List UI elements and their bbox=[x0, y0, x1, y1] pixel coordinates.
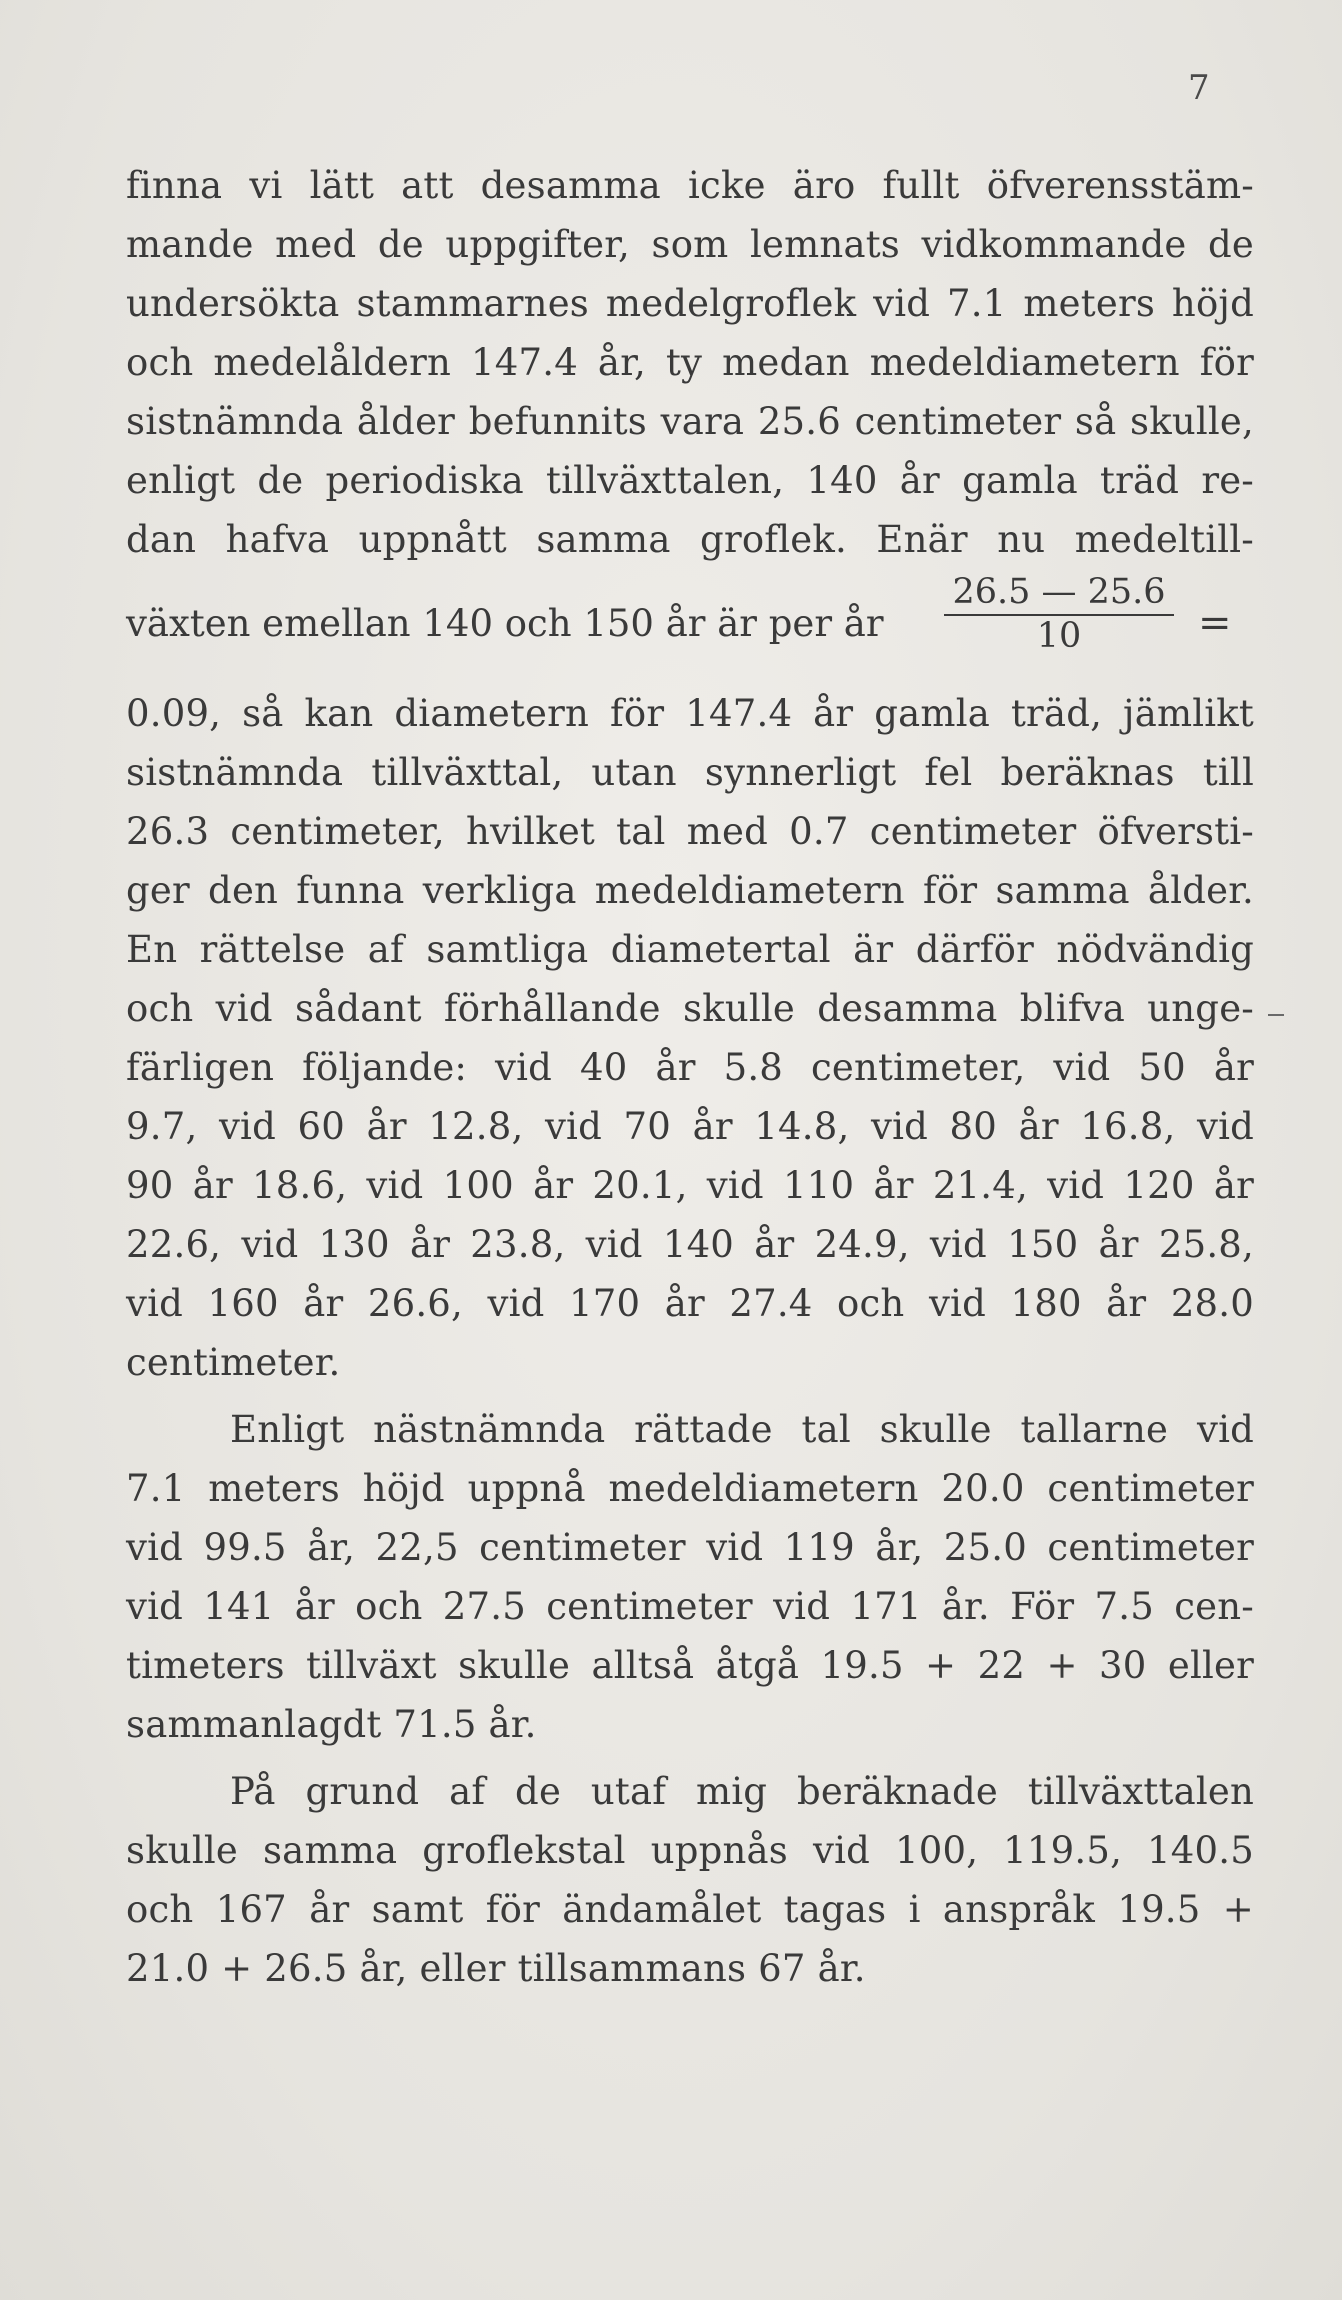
text-line: undersökta stammarnes medelgroflek vid 7.1 meters höjd bbox=[126, 282, 1254, 325]
text-line: enligt de periodiska tillväxttalen, 140 år gamla träd re- bbox=[126, 459, 1254, 502]
text-line: På grund af de utaf mig beräknade tillväxttalen bbox=[230, 1770, 1254, 1813]
page-number: 7 bbox=[1188, 68, 1210, 108]
text-line: och medelåldern 147.4 år, ty medan medeldiametern för bbox=[126, 341, 1254, 384]
fraction-line bbox=[126, 572, 1254, 662]
text-line: centimeter. bbox=[126, 1341, 341, 1384]
text-line: vid 160 år 26.6, vid 170 år 27.4 och vid 180 år 28.0 bbox=[126, 1282, 1254, 1325]
equals-sign: = bbox=[1198, 600, 1232, 646]
text-line: 9.7, vid 60 år 12.8, vid 70 år 14.8, vid 80 år 16.8, vid bbox=[126, 1105, 1254, 1148]
text-line: och vid sådant förhållande skulle desamma blifva unge- bbox=[126, 987, 1254, 1030]
text-line: färligen följande: vid 40 år 5.8 centimeter, vid 50 år bbox=[126, 1046, 1254, 1089]
text-line: finna vi lätt att desamma icke äro fullt öfverensstäm- bbox=[126, 164, 1254, 207]
text-line: mande med de uppgifter, som lemnats vidkommande de bbox=[126, 223, 1254, 266]
text-line: 0.09, så kan diametern för 147.4 år gamla träd, jämlikt bbox=[126, 692, 1254, 735]
text-line: 26.3 centimeter, hvilket tal med 0.7 centimeter öfversti- bbox=[126, 810, 1254, 853]
text-line: vid 99.5 år, 22,5 centimeter vid 119 år, 25.0 centimeter bbox=[126, 1526, 1254, 1569]
text-line: 7.1 meters höjd uppnå medeldiametern 20.0 centimeter bbox=[126, 1467, 1254, 1510]
text-line: Enligt nästnämnda rättade tal skulle tallarne vid bbox=[230, 1408, 1254, 1451]
text-line: En rättelse af samtliga diametertal är därför nödvändig bbox=[126, 928, 1254, 971]
fraction-line-text: växten emellan 140 och 150 år är per år bbox=[126, 602, 884, 645]
text-line: skulle samma groflekstal uppnås vid 100, 119.5, 140.5 bbox=[126, 1829, 1254, 1872]
text-line: dan hafva uppnått samma groflek. Enär nu medeltill- bbox=[126, 518, 1254, 561]
margin-hyphen bbox=[1268, 1014, 1284, 1016]
text-line: sammanlagdt 71.5 år. bbox=[126, 1703, 537, 1746]
fraction bbox=[934, 572, 1184, 656]
text-line: sistnämnda ålder befunnits vara 25.6 centimeter så skulle, bbox=[126, 400, 1254, 443]
fraction-denominator: 10 bbox=[1036, 616, 1082, 656]
text-line: vid 141 år och 27.5 centimeter vid 171 år. För 7.5 cen- bbox=[126, 1585, 1254, 1628]
text-line: ger den funna verkliga medeldiametern för samma ålder. bbox=[126, 869, 1254, 912]
text-line: 21.0 + 26.5 år, eller tillsammans 67 år. bbox=[126, 1947, 866, 1990]
text-line: sistnämnda tillväxttal, utan synnerligt fel beräknas till bbox=[126, 751, 1254, 794]
text-line: och 167 år samt för ändamålet tagas i anspråk 19.5 + bbox=[126, 1888, 1254, 1931]
text-line: timeters tillväxt skulle alltså åtgå 19.5 + 22 + 30 eller bbox=[126, 1644, 1254, 1687]
fraction-numerator: 26.5 — 25.6 bbox=[952, 572, 1166, 612]
text-line: 22.6, vid 130 år 23.8, vid 140 år 24.9, vid 150 år 25.8, bbox=[126, 1223, 1254, 1266]
text-line: 90 år 18.6, vid 100 år 20.1, vid 110 år 21.4, vid 120 år bbox=[126, 1164, 1254, 1207]
